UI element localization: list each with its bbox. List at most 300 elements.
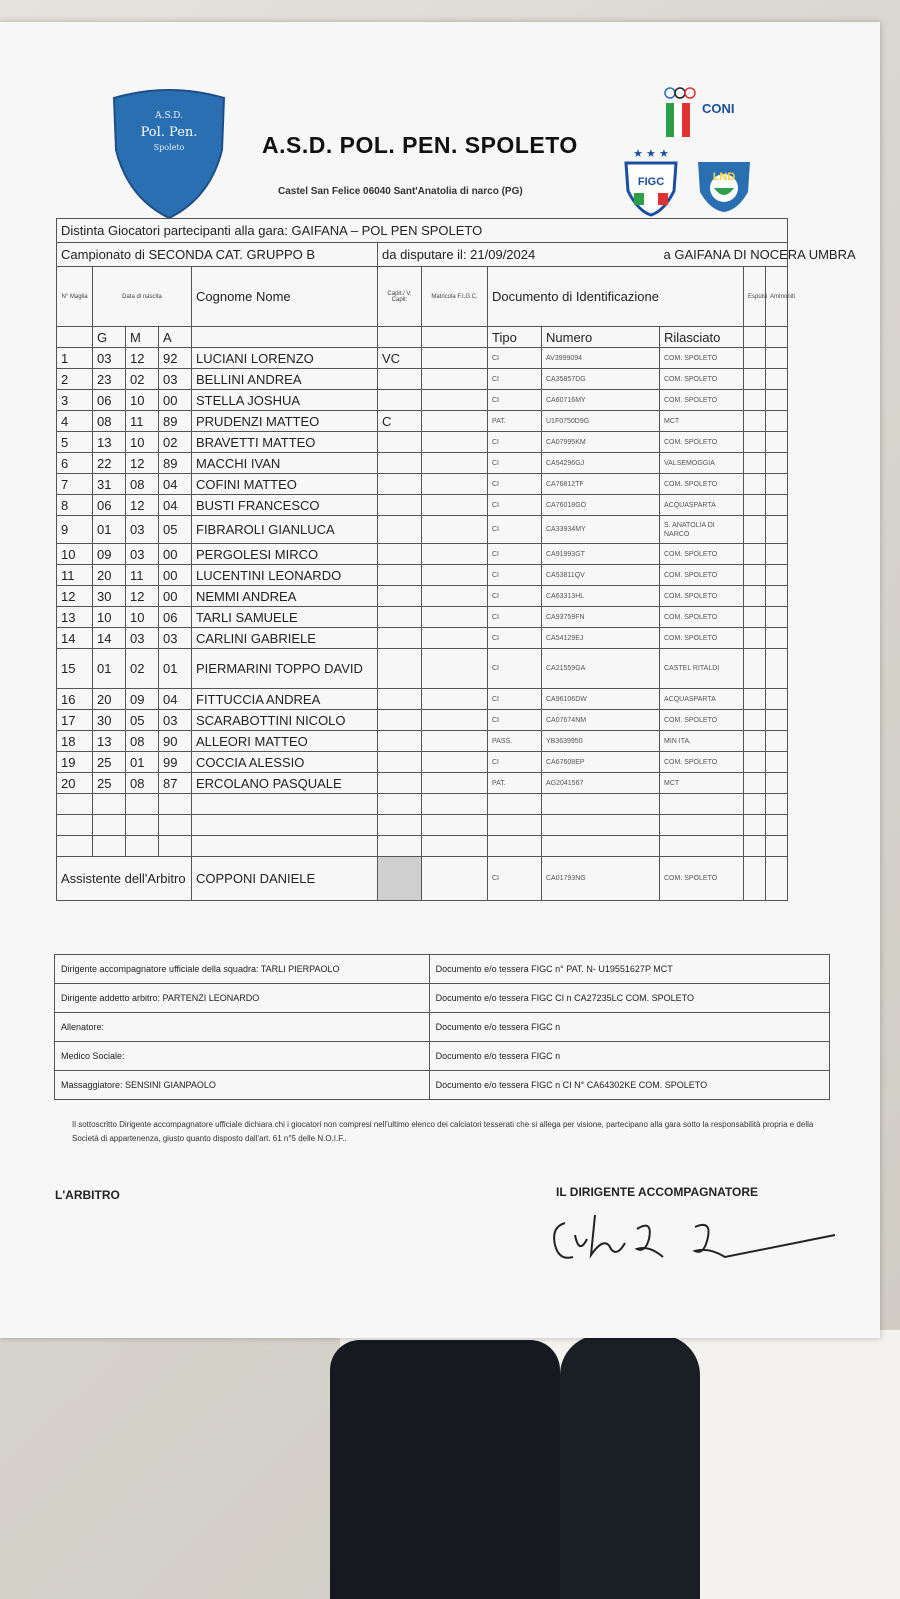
birth-year: 00 xyxy=(159,390,192,411)
birth-day: 22 xyxy=(93,453,126,474)
table-row xyxy=(57,607,829,628)
espulsi xyxy=(744,628,766,649)
ammoniti xyxy=(766,390,788,411)
doc-type: CI xyxy=(488,432,542,453)
col-g-header: G xyxy=(93,327,126,348)
doc-issuer: MIN ITA. xyxy=(660,731,744,752)
doc-number: CA76812TF xyxy=(542,474,660,495)
doc-type: CI xyxy=(488,565,542,586)
col-nascita-header: Data di nascita xyxy=(93,267,192,327)
captain-mark xyxy=(378,773,422,794)
player-number: 20 xyxy=(57,773,93,794)
staff-label: Massaggiatore: SENSINI GIANPAOLO xyxy=(55,1071,430,1100)
background-leg xyxy=(560,1335,700,1599)
player-name: ALLEORI MATTEO xyxy=(192,731,378,752)
player-number: 8 xyxy=(57,495,93,516)
captain-mark: VC xyxy=(378,348,422,369)
doc-number: U1F0750D9G xyxy=(542,411,660,432)
matricola xyxy=(422,348,488,369)
birth-month: 12 xyxy=(126,586,159,607)
matricola xyxy=(422,411,488,432)
matricola xyxy=(422,710,488,731)
birth-month: 10 xyxy=(126,390,159,411)
arbitro-signature-label: L'ARBITRO xyxy=(55,1188,120,1202)
captain-mark xyxy=(378,565,422,586)
doc-number: CA60716MY xyxy=(542,390,660,411)
captain-mark xyxy=(378,390,422,411)
birth-day: 14 xyxy=(93,628,126,649)
birth-year: 01 xyxy=(159,649,192,689)
matricola xyxy=(422,474,488,495)
birth-month: 01 xyxy=(126,752,159,773)
doc-type: CI xyxy=(488,474,542,495)
player-number: 1 xyxy=(57,348,93,369)
doc-number: CA54129EJ xyxy=(542,628,660,649)
doc-issuer: VALSEMOGGIA xyxy=(660,453,744,474)
ammoniti xyxy=(766,474,788,495)
table-row xyxy=(57,565,829,586)
player-number: 6 xyxy=(57,453,93,474)
table-row xyxy=(57,495,829,516)
staff-row xyxy=(55,1013,830,1042)
doc-type: PASS. xyxy=(488,731,542,752)
doc-number: AV3999094 xyxy=(542,348,660,369)
espulsi xyxy=(744,773,766,794)
table-row xyxy=(57,731,829,752)
player-name: NEMMI ANDREA xyxy=(192,586,378,607)
birth-month: 11 xyxy=(126,565,159,586)
birth-month: 10 xyxy=(126,432,159,453)
birth-day: 25 xyxy=(93,752,126,773)
espulsi xyxy=(744,731,766,752)
espulsi xyxy=(744,710,766,731)
ammoniti xyxy=(766,544,788,565)
doc-number: CA33934MY xyxy=(542,516,660,544)
espulsi xyxy=(744,565,766,586)
doc-type: CI xyxy=(488,495,542,516)
player-name: BUSTI FRANCESCO xyxy=(192,495,378,516)
header-campionato: Campionato di SECONDA CAT. GRUPPO B xyxy=(57,243,378,267)
birth-month: 09 xyxy=(126,689,159,710)
player-number: 17 xyxy=(57,710,93,731)
staff-label: Dirigente accompagnatore ufficiale della squadra: TARLI PIERPAOLO xyxy=(55,955,430,984)
staff-document: Documento e/o tessera FIGC n° PAT. N- U19551627P MCT xyxy=(429,955,829,984)
doc-issuer: COM. SPOLETO xyxy=(660,586,744,607)
table-row xyxy=(57,369,829,390)
doc-number: CA63313HL xyxy=(542,586,660,607)
club-title: A.S.D. POL. PEN. SPOLETO xyxy=(262,132,578,158)
dirigente-signature-label: IL DIRIGENTE ACCOMPAGNATORE xyxy=(556,1185,759,1199)
player-name: LUCIANI LORENZO xyxy=(192,348,378,369)
table-row xyxy=(57,586,829,607)
birth-year: 04 xyxy=(159,474,192,495)
captain-mark xyxy=(378,607,422,628)
matricola xyxy=(422,432,488,453)
player-rows xyxy=(57,348,829,794)
table-row xyxy=(57,752,829,773)
col-tipo-header: Tipo xyxy=(488,327,542,348)
player-number: 15 xyxy=(57,649,93,689)
staff-row xyxy=(55,1071,830,1100)
matricola xyxy=(422,689,488,710)
header-distinta: Distinta Giocatori partecipanti alla gara: GAIFANA – POL PEN SPOLETO xyxy=(57,219,788,243)
player-number: 10 xyxy=(57,544,93,565)
matricola xyxy=(422,649,488,689)
doc-number: CA07995KM xyxy=(542,432,660,453)
espulsi xyxy=(744,607,766,628)
background-leg xyxy=(330,1340,560,1599)
birth-day: 10 xyxy=(93,607,126,628)
matricola xyxy=(422,565,488,586)
espulsi xyxy=(744,649,766,689)
table-row xyxy=(57,390,829,411)
club-logo-shield-icon xyxy=(110,80,228,220)
doc-type: CI xyxy=(488,752,542,773)
table-row xyxy=(57,474,829,495)
player-number: 16 xyxy=(57,689,93,710)
doc-issuer: COM. SPOLETO xyxy=(660,628,744,649)
player-name: COFINI MATTEO xyxy=(192,474,378,495)
matricola xyxy=(422,607,488,628)
col-m-header: M xyxy=(126,327,159,348)
espulsi xyxy=(744,586,766,607)
birth-day: 30 xyxy=(93,586,126,607)
espulsi xyxy=(744,369,766,390)
ammoniti xyxy=(766,516,788,544)
doc-type: PAT. xyxy=(488,411,542,432)
birth-year: 00 xyxy=(159,586,192,607)
birth-month: 03 xyxy=(126,544,159,565)
doc-number: YB3639950 xyxy=(542,731,660,752)
player-name: PRUDENZI MATTEO xyxy=(192,411,378,432)
player-number: 4 xyxy=(57,411,93,432)
birth-year: 00 xyxy=(159,565,192,586)
player-number: 5 xyxy=(57,432,93,453)
col-nome-header: Cognome Nome xyxy=(192,267,378,327)
ammoniti xyxy=(766,607,788,628)
matricola xyxy=(422,453,488,474)
assistente-rilasciato: COM. SPOLETO xyxy=(660,857,744,901)
doc-number: CA21559GA xyxy=(542,649,660,689)
birth-year: 89 xyxy=(159,411,192,432)
player-name: SCARABOTTINI NICOLO xyxy=(192,710,378,731)
birth-month: 03 xyxy=(126,516,159,544)
ammoniti xyxy=(766,369,788,390)
birth-year: 87 xyxy=(159,773,192,794)
ammoniti xyxy=(766,565,788,586)
espulsi xyxy=(744,432,766,453)
captain-mark xyxy=(378,453,422,474)
col-ammoniti-header: Ammoniti xyxy=(766,267,788,327)
table-row xyxy=(57,689,829,710)
doc-type: CI xyxy=(488,689,542,710)
col-capt-header: Capit./ V. Capit. xyxy=(378,267,422,327)
doc-issuer: S. ANATOLIA DI NARCO xyxy=(660,516,744,544)
table-row xyxy=(57,348,829,369)
birth-year: 89 xyxy=(159,453,192,474)
staff-row xyxy=(55,1042,830,1071)
logo-line-3: Spoleto xyxy=(153,143,185,152)
doc-issuer: COM. SPOLETO xyxy=(660,752,744,773)
signature-image xyxy=(545,1205,845,1275)
col-numero-header: Numero xyxy=(542,327,660,348)
table-row xyxy=(57,628,829,649)
doc-type: CI xyxy=(488,710,542,731)
birth-year: 06 xyxy=(159,607,192,628)
birth-month: 08 xyxy=(126,773,159,794)
col-num-header: N° Maglia xyxy=(57,267,93,327)
doc-number: CA76018GO xyxy=(542,495,660,516)
birth-month: 12 xyxy=(126,495,159,516)
doc-issuer: COM. SPOLETO xyxy=(660,390,744,411)
col-matricola-header: Matricola F.I.G.C. xyxy=(422,267,488,327)
doc-issuer: CASTEL RITALDI xyxy=(660,649,744,689)
staff-document: Documento e/o tessera FIGC CI n CA27235LC COM. SPOLETO xyxy=(429,984,829,1013)
ammoniti xyxy=(766,628,788,649)
player-number: 19 xyxy=(57,752,93,773)
doc-type: CI xyxy=(488,649,542,689)
player-name: MACCHI IVAN xyxy=(192,453,378,474)
player-name: COCCIA ALESSIO xyxy=(192,752,378,773)
player-number: 14 xyxy=(57,628,93,649)
matricola xyxy=(422,495,488,516)
header-luogo: a GAIFANA DI NOCERA UMBRA xyxy=(660,243,788,267)
doc-issuer: MCT xyxy=(660,411,744,432)
doc-number: CA91993GT xyxy=(542,544,660,565)
captain-mark xyxy=(378,628,422,649)
birth-month: 12 xyxy=(126,348,159,369)
matricola xyxy=(422,731,488,752)
doc-type: CI xyxy=(488,390,542,411)
birth-month: 10 xyxy=(126,607,159,628)
birth-day: 01 xyxy=(93,649,126,689)
captain-mark xyxy=(378,586,422,607)
player-name: PERGOLESI MIRCO xyxy=(192,544,378,565)
player-number: 11 xyxy=(57,565,93,586)
birth-month: 02 xyxy=(126,369,159,390)
birth-year: 04 xyxy=(159,495,192,516)
assistente-tipo: CI xyxy=(488,857,542,901)
doc-type: CI xyxy=(488,369,542,390)
players-table xyxy=(56,218,856,901)
staff-label: Dirigente addetto arbitro: PARTENZI LEONARDO xyxy=(55,984,430,1013)
player-name: STELLA JOSHUA xyxy=(192,390,378,411)
staff-document: Documento e/o tessera FIGC n CI N° CA64302KE COM. SPOLETO xyxy=(429,1071,829,1100)
birth-year: 04 xyxy=(159,689,192,710)
doc-number: CA35857DG xyxy=(542,369,660,390)
ammoniti xyxy=(766,411,788,432)
espulsi xyxy=(744,348,766,369)
captain-mark xyxy=(378,544,422,565)
figc-label: FIGC xyxy=(637,176,665,188)
birth-month: 11 xyxy=(126,411,159,432)
doc-number: CA93759FN xyxy=(542,607,660,628)
birth-day: 13 xyxy=(93,731,126,752)
svg-text:★ ★ ★: ★ ★ ★ xyxy=(633,148,669,160)
staff-row xyxy=(55,955,830,984)
player-number: 13 xyxy=(57,607,93,628)
birth-year: 03 xyxy=(159,369,192,390)
assistente-nome: COPPONI DANIELE xyxy=(192,857,378,901)
birth-year: 03 xyxy=(159,710,192,731)
captain-mark xyxy=(378,369,422,390)
espulsi xyxy=(744,544,766,565)
birth-year: 92 xyxy=(159,348,192,369)
birth-month: 08 xyxy=(126,731,159,752)
matricola xyxy=(422,369,488,390)
doc-number: CA96106DW xyxy=(542,689,660,710)
matricola xyxy=(422,544,488,565)
birth-day: 09 xyxy=(93,544,126,565)
captain-mark xyxy=(378,689,422,710)
table-row xyxy=(57,710,829,731)
doc-type: CI xyxy=(488,544,542,565)
ammoniti xyxy=(766,689,788,710)
captain-mark xyxy=(378,752,422,773)
birth-month: 08 xyxy=(126,474,159,495)
espulsi xyxy=(744,474,766,495)
birth-day: 06 xyxy=(93,390,126,411)
header-data: da disputare il: 21/09/2024 xyxy=(378,243,660,267)
player-name: FIBRAROLI GIANLUCA xyxy=(192,516,378,544)
doc-issuer: MCT xyxy=(660,773,744,794)
ammoniti xyxy=(766,453,788,474)
table-row xyxy=(57,516,829,544)
table-row xyxy=(57,453,829,474)
col-documento-header: Documento di Identificazione xyxy=(488,267,744,327)
matricola xyxy=(422,628,488,649)
espulsi xyxy=(744,752,766,773)
captain-mark xyxy=(378,731,422,752)
ammoniti xyxy=(766,773,788,794)
espulsi xyxy=(744,516,766,544)
birth-day: 03 xyxy=(93,348,126,369)
birth-month: 03 xyxy=(126,628,159,649)
captain-mark xyxy=(378,516,422,544)
captain-mark xyxy=(378,710,422,731)
logo-line-1: A.S.D. xyxy=(155,111,183,121)
doc-type: CI xyxy=(488,453,542,474)
doc-type: CI xyxy=(488,607,542,628)
birth-day: 30 xyxy=(93,710,126,731)
assistente-label: Assistente dell'Arbitro xyxy=(57,857,192,901)
player-number: 2 xyxy=(57,369,93,390)
staff-label: Allenatore: xyxy=(55,1013,430,1042)
ammoniti xyxy=(766,495,788,516)
doc-number: CA54296GJ xyxy=(542,453,660,474)
table-row xyxy=(57,432,829,453)
col-rilasciato-header: Rilasciato xyxy=(660,327,744,348)
ammoniti xyxy=(766,432,788,453)
player-name: BRAVETTI MATTEO xyxy=(192,432,378,453)
doc-issuer: ACQUASPARTA xyxy=(660,689,744,710)
table-row xyxy=(57,544,829,565)
player-name: CARLINI GABRIELE xyxy=(192,628,378,649)
birth-year: 90 xyxy=(159,731,192,752)
birth-day: 31 xyxy=(93,474,126,495)
doc-issuer: ACQUASPARTA xyxy=(660,495,744,516)
captain-mark xyxy=(378,474,422,495)
staff-document: Documento e/o tessera FIGC n xyxy=(429,1042,829,1071)
doc-issuer: COM. SPOLETO xyxy=(660,369,744,390)
player-number: 3 xyxy=(57,390,93,411)
doc-type: CI xyxy=(488,628,542,649)
matricola xyxy=(422,773,488,794)
ammoniti xyxy=(766,348,788,369)
player-number: 12 xyxy=(57,586,93,607)
player-name: TARLI SAMUELE xyxy=(192,607,378,628)
doc-issuer: COM. SPOLETO xyxy=(660,544,744,565)
espulsi xyxy=(744,453,766,474)
player-name: LUCENTINI LEONARDO xyxy=(192,565,378,586)
ammoniti xyxy=(766,586,788,607)
doc-type: CI xyxy=(488,516,542,544)
espulsi xyxy=(744,689,766,710)
ammoniti xyxy=(766,710,788,731)
col-a-header: A xyxy=(159,327,192,348)
table-row xyxy=(57,649,829,689)
col-espulsi-header: Espulsi xyxy=(744,267,766,327)
birth-month: 02 xyxy=(126,649,159,689)
player-name: BELLINI ANDREA xyxy=(192,369,378,390)
matricola xyxy=(422,390,488,411)
espulsi xyxy=(744,411,766,432)
captain-mark xyxy=(378,649,422,689)
birth-day: 06 xyxy=(93,495,126,516)
doc-issuer: COM. SPOLETO xyxy=(660,607,744,628)
ammoniti xyxy=(766,731,788,752)
doc-type: CI xyxy=(488,348,542,369)
birth-year: 99 xyxy=(159,752,192,773)
captain-mark xyxy=(378,432,422,453)
doc-number: CA67608EP xyxy=(542,752,660,773)
figc-logo-icon xyxy=(618,145,684,217)
player-name: ERCOLANO PASQUALE xyxy=(192,773,378,794)
declaration-text: Il sottoscritto Dirigente accompagnatore ufficiale dichiara chi i giocatori non compresi nell'ultimo elenco dei calciatori tesserati che si allega per visione, partecipano alla gara sotto la responsabilità propria e della Società di appartenenza, giusto quanto disposto dall'art. 61 n°5 delle N.O.I.F.. xyxy=(72,1120,814,1143)
lnd-label: LND xyxy=(712,171,736,183)
doc-issuer: COM. SPOLETO xyxy=(660,474,744,495)
matricola xyxy=(422,516,488,544)
logo-line-2: Pol. Pen. xyxy=(140,125,198,140)
doc-number: CA53811QV xyxy=(542,565,660,586)
coni-label: CONI xyxy=(702,101,735,116)
birth-month: 05 xyxy=(126,710,159,731)
doc-issuer: COM. SPOLETO xyxy=(660,710,744,731)
club-address: Castel San Felice 06040 Sant'Anatolia di narco (PG) xyxy=(278,186,523,197)
player-name: PIERMARINI TOPPO DAVID xyxy=(192,649,378,689)
doc-issuer: COM. SPOLETO xyxy=(660,432,744,453)
espulsi xyxy=(744,390,766,411)
coni-logo-icon xyxy=(660,85,750,145)
matricola xyxy=(422,586,488,607)
table-row xyxy=(57,411,829,432)
captain-mark: C xyxy=(378,411,422,432)
doc-issuer: COM. SPOLETO xyxy=(660,565,744,586)
doc-type: CI xyxy=(488,586,542,607)
birth-day: 01 xyxy=(93,516,126,544)
staff-label: Medico Sociale: xyxy=(55,1042,430,1071)
doc-type: PAT. xyxy=(488,773,542,794)
doc-issuer: COM. SPOLETO xyxy=(660,348,744,369)
birth-day: 23 xyxy=(93,369,126,390)
ammoniti xyxy=(766,752,788,773)
staff-row xyxy=(55,984,830,1013)
birth-year: 00 xyxy=(159,544,192,565)
birth-day: 25 xyxy=(93,773,126,794)
espulsi xyxy=(744,495,766,516)
doc-number: AG2041567 xyxy=(542,773,660,794)
assistente-numero: CA01793NG xyxy=(542,857,660,901)
